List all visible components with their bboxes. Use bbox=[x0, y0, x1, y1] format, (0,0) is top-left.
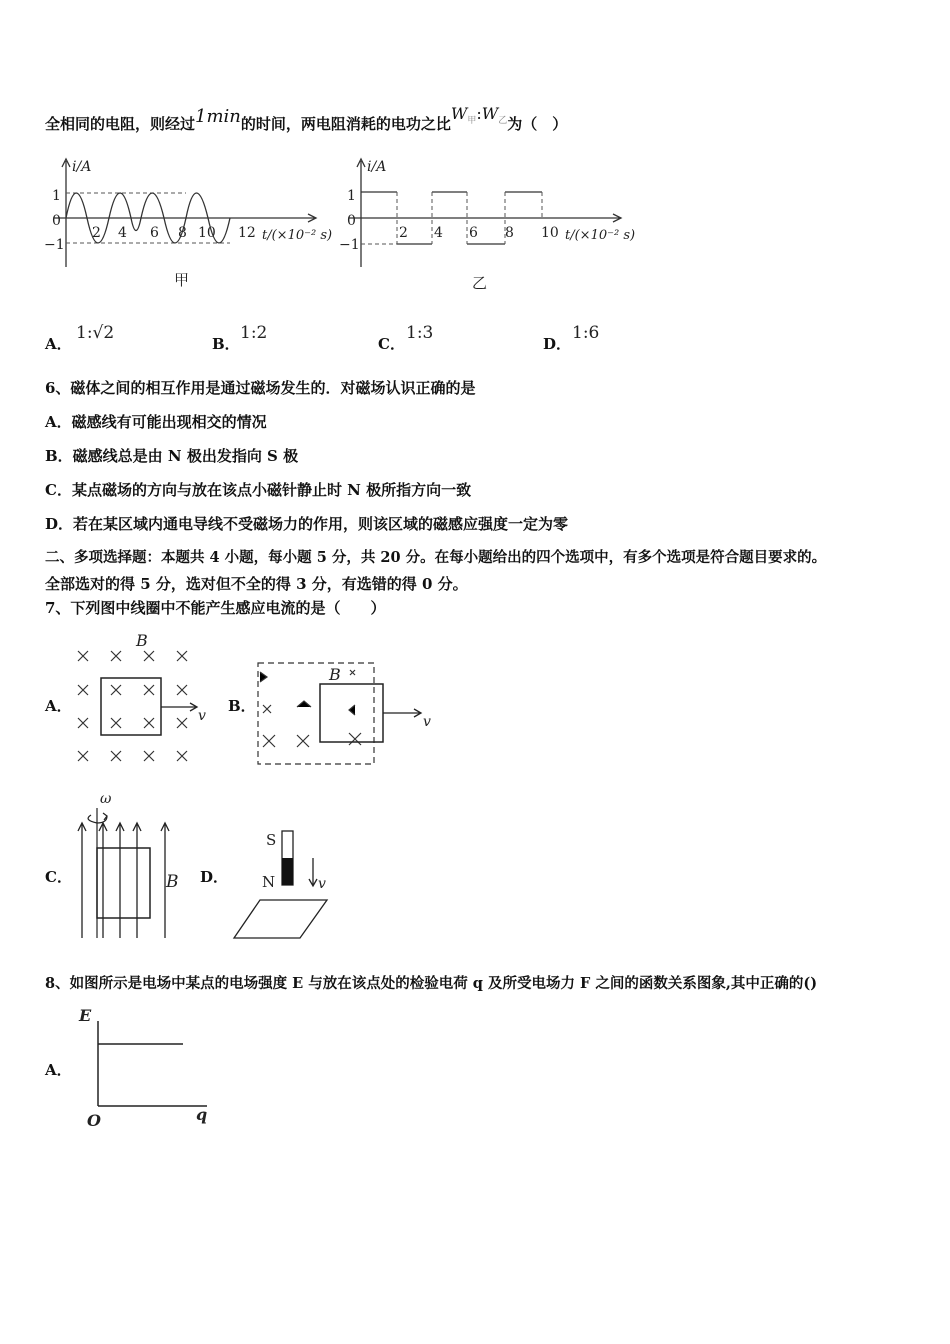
q7-fig-c bbox=[70, 788, 190, 943]
q5-option-c-letter[interactable]: C． bbox=[378, 335, 405, 353]
q5-option-d-value: 1:6 bbox=[572, 323, 600, 343]
q7-fig-c-field-lines bbox=[78, 823, 169, 938]
q7-fig-a bbox=[70, 630, 220, 770]
q7-option-a[interactable]: A． bbox=[45, 697, 72, 715]
q5-ratio-a: W bbox=[450, 104, 468, 123]
g2-xtick-10: 10 bbox=[541, 225, 559, 241]
q7-option-c[interactable]: C． bbox=[45, 868, 72, 886]
q6-option-a[interactable]: A．磁感线有可能出现相交的情况 bbox=[45, 413, 267, 431]
g1-xtick-4: 4 bbox=[118, 225, 127, 241]
q6-option-c[interactable]: C．某点磁场的方向与放在该点小磁针静止时 N 极所指方向一致 bbox=[45, 481, 472, 499]
q7-fig-d-v-label: v bbox=[318, 876, 326, 892]
q5-ratio-b-sub: 乙 bbox=[498, 116, 508, 127]
q7-fig-c-omega: ω bbox=[100, 791, 112, 807]
q5-stem-part2: 的时间，两电阻消耗的电功之比 bbox=[240, 115, 451, 133]
q5-option-b-letter[interactable]: B． bbox=[212, 335, 240, 353]
q5-option-b-value: 1:2 bbox=[240, 323, 268, 343]
q7-fig-b-b-label: B bbox=[329, 665, 341, 684]
q7-fig-a-b-label: B bbox=[136, 631, 148, 650]
g1-ytick-0: 0 bbox=[52, 213, 61, 229]
q5-ratio-a-sub: 甲 bbox=[467, 116, 477, 127]
q6-stem: 6、磁体之间的相互作用是通过磁场发生的．对磁场认识正确的是 bbox=[45, 379, 476, 397]
q5-ratio-b: W bbox=[481, 104, 499, 123]
q7-fig-c-b-label: B bbox=[166, 872, 179, 892]
q7-fig-d-coil bbox=[234, 900, 327, 938]
g1-xtick-8: 8 bbox=[178, 225, 187, 241]
q5-stem-time: 1min bbox=[195, 106, 241, 127]
g1-xlabel: t/(×10⁻² s) bbox=[262, 228, 333, 243]
q7-fig-b-v-label: v bbox=[423, 714, 431, 730]
g2-ytick-1: 1 bbox=[347, 188, 356, 204]
q8-fig-a-o-label: O bbox=[87, 1111, 101, 1130]
g2-ytick-0: 0 bbox=[347, 213, 356, 229]
q6-option-d[interactable]: D．若在某区域内通电导线不受磁场力的作用，则该区域的磁感应强度一定为零 bbox=[45, 515, 569, 533]
q8-fig-a-e-label: E bbox=[79, 1006, 92, 1025]
g1-ylabel: i/A bbox=[72, 159, 92, 175]
g2-ylabel: i/A bbox=[367, 159, 387, 175]
q8-stem: 8、如图所示是电场中某点的电场强度 E 与放在该点处的检验电荷 q 及所受电场力 F 之间的函数关系图象,其中正确的() bbox=[45, 975, 818, 992]
q5-graph-yi bbox=[335, 155, 645, 300]
q7-fig-d-n-label: N bbox=[262, 873, 276, 891]
q7-fig-d-s-label: S bbox=[266, 831, 277, 849]
g2-caption: 乙 bbox=[472, 274, 488, 292]
q7-fig-b bbox=[255, 660, 445, 770]
q5-option-a-value: 1:√2 bbox=[76, 323, 115, 343]
g1-xtick-6: 6 bbox=[150, 225, 159, 241]
q7-option-b[interactable]: B． bbox=[228, 697, 256, 715]
g2-xtick-4: 4 bbox=[434, 225, 443, 241]
g1-ytick-1: 1 bbox=[52, 188, 61, 204]
g1-caption: 甲 bbox=[174, 271, 190, 289]
g1-xtick-10: 10 bbox=[198, 225, 216, 241]
q8-fig-a-q-label: q bbox=[196, 1105, 208, 1124]
section2-line1: 二、多项选择题：本题共 4 小题，每小题 5 分，共 20 分。在每小题给出的四个选项中，有多个选项是符合题目要求的。 bbox=[45, 549, 827, 566]
g2-xtick-6: 6 bbox=[469, 225, 478, 241]
q5-option-c-value: 1:3 bbox=[406, 323, 434, 343]
q8-option-a[interactable]: A． bbox=[45, 1061, 72, 1079]
q5-graph-jia bbox=[40, 155, 340, 295]
section2-line2: 全部选对的得 5 分，选对但不全的得 3 分，有选错的得 0 分。 bbox=[45, 575, 468, 593]
q7-fig-b-field-crosses bbox=[260, 670, 361, 747]
q5-option-a-letter[interactable]: A． bbox=[45, 335, 72, 353]
q5-stem-part1: 全相同的电阻，则经过 bbox=[45, 115, 196, 133]
q7-fig-b-field-region bbox=[258, 663, 374, 764]
q6-option-b[interactable]: B．磁感线总是由 N 极出发指向 S 极 bbox=[45, 447, 299, 465]
q7-fig-a-field-crosses bbox=[78, 651, 187, 761]
q5-ratio-sep: : bbox=[476, 104, 482, 123]
q5-stem-line bbox=[45, 104, 568, 141]
g2-xtick-2: 2 bbox=[399, 225, 408, 241]
q7-fig-d-magnet-n-pole bbox=[282, 858, 293, 885]
g2-xlabel: t/(×10⁻² s) bbox=[565, 228, 636, 243]
q7-stem: 7、下列图中线圈中不能产生感应电流的是（ ） bbox=[45, 599, 386, 617]
q7-fig-d bbox=[230, 825, 340, 945]
q5-stem-part3: 为（ ） bbox=[507, 115, 568, 133]
q5-option-d-letter[interactable]: D． bbox=[543, 335, 572, 353]
q5-ratio bbox=[450, 104, 508, 127]
g1-ytick-m1: −1 bbox=[44, 237, 65, 253]
g1-xtick-2: 2 bbox=[92, 225, 101, 241]
q7-option-d[interactable]: D． bbox=[200, 868, 229, 886]
g1-xtick-12: 12 bbox=[238, 225, 256, 241]
q7-fig-a-v-label: v bbox=[198, 708, 206, 724]
g2-ytick-m1: −1 bbox=[339, 237, 360, 253]
q8-fig-a bbox=[75, 1003, 225, 1133]
g2-xtick-8: 8 bbox=[505, 225, 514, 241]
q7-fig-c-coil bbox=[97, 848, 150, 918]
